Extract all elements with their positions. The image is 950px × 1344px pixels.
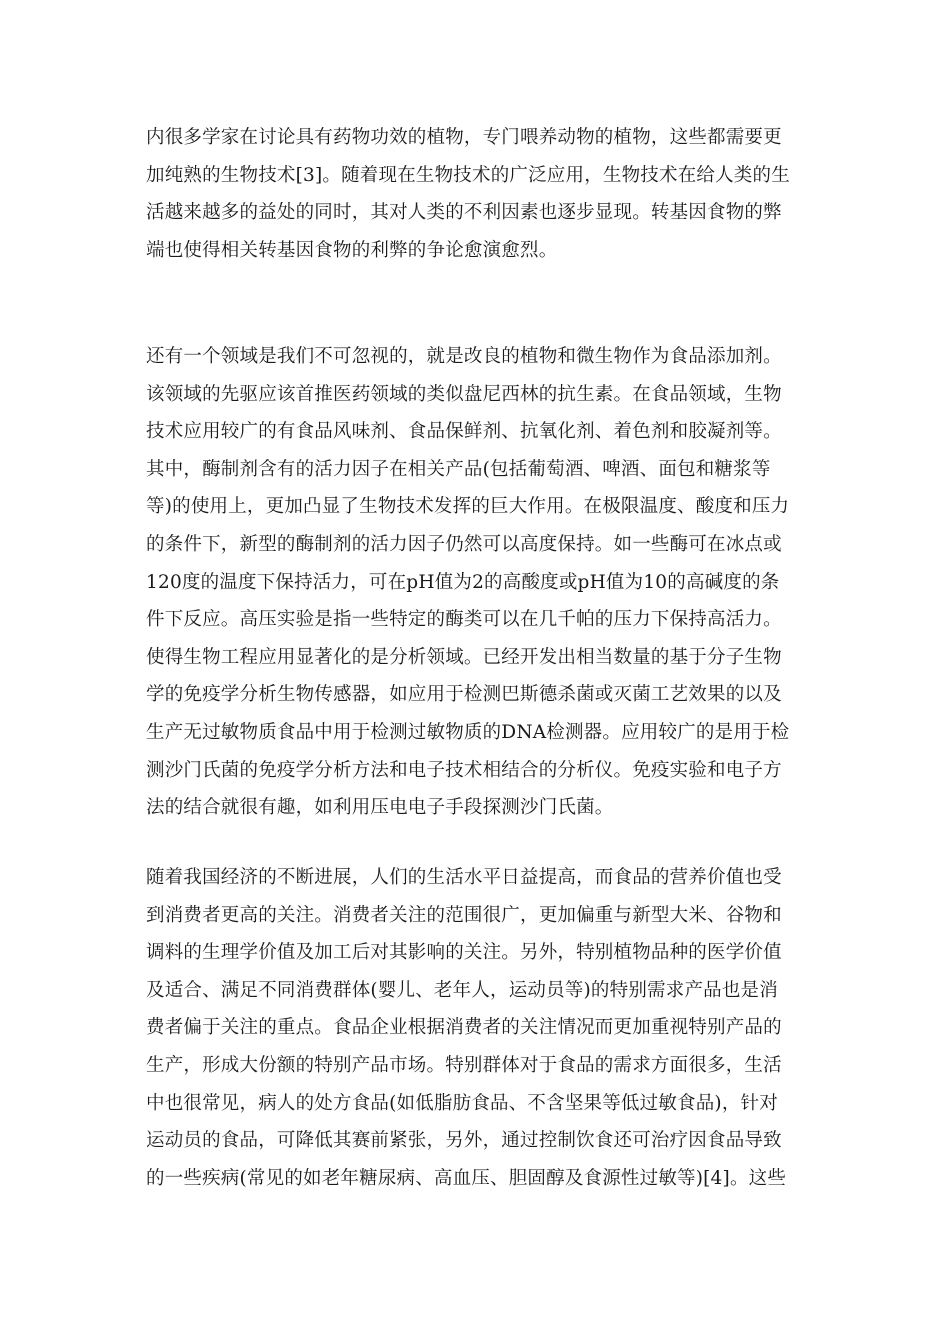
text-line: 到消费者更高的关注。消费者关注的范围很广，更加偏重与新型大米、谷物和 [146, 904, 782, 926]
text-line: 使得生物工程应用显著化的是分析领域。已经开发出相当数量的基于分子生物 [146, 646, 782, 668]
text-line: 学的免疫学分析生物传感器，如应用于检测巴斯德杀菌或灭菌工艺效果的以及 [146, 684, 782, 706]
text-line: 及适合、满足不同消费群体(婴儿、老年人，运动员等)的特别需求产品也是消 [146, 979, 778, 1001]
text-line: 随着我国经济的不断进展，人们的生活水平日益提高，而食品的营养价值也受 [146, 867, 782, 888]
paragraph-nutrition-value [146, 859, 810, 1197]
text-line: 的条件下，新型的酶制剂的活力因子仍然可以高度保持。如一些酶可在冰点或 [146, 533, 782, 555]
paragraph-food-additives [146, 338, 810, 827]
text-line: 件下反应。高压实验是指一些特定的酶类可以在几千帕的压力下保持高活力。 [146, 609, 782, 631]
text-line: 运动员的食品，可降低其赛前紧张，另外，通过控制饮食还可治疗因食品导致 [146, 1130, 782, 1152]
text-line: 费者偏于关注的重点。食品企业根据消费者的关注情况而更加重视特别产品的 [146, 1017, 782, 1039]
text-line: 加纯熟的生物技术[3]。随着现在生物技术的广泛应用，生物技术在给人类的生 [146, 164, 790, 186]
text-line: 还有一个领域是我们不可忽视的，就是改良的植物和微生物作为食品添加剂。 [146, 346, 782, 367]
text-line: 内很多学家在讨论具有药物功效的植物，专门喂养动物的植物，这些都需要更 [146, 127, 782, 148]
text-line: 生产，形成大份额的特别产品市场。特别群体对于食品的需求方面很多，生活 [146, 1054, 782, 1076]
text-line: 中也很常见，病人的处方食品(如低脂肪食品、不含坚果等低过敏食品)，针对 [146, 1092, 778, 1114]
text-line: 调料的生理学价值及加工后对其影响的关注。另外，特别植物品种的医学价值 [146, 942, 782, 964]
text-line: 其中，酶制剂含有的活力因子在相关产品(包括葡萄酒、啤酒、面包和糖浆等 [146, 458, 771, 480]
text-line: 120度的温度下保持活力，可在pH值为2的高酸度或pH值为10的高碱度的条 [146, 571, 780, 593]
text-line: 端也使得相关转基因食物的利弊的争论愈演愈烈。 [146, 239, 558, 261]
text-line: 生产无过敏物质食品中用于检测过敏物质的DNA检测器。应用较广的是用于检 [146, 721, 790, 743]
text-line: 该领域的先驱应该首推医药领域的类似盘尼西林的抗生素。在食品领域，生物 [146, 383, 782, 405]
paragraph-biotech-risks [146, 119, 810, 269]
text-line: 等)的使用上，更加凸显了生物技术发挥的巨大作用。在极限温度、酸度和压力 [146, 496, 790, 518]
text-line: 法的结合就很有趣，如利用压电电子手段探测沙门氏菌。 [146, 797, 614, 819]
text-line: 的一些疾病(常见的如老年糖尿病、高血压、胆固醇及食源性过敏等)[4]。这些 [146, 1167, 787, 1189]
text-line: 活越来越多的益处的同时，其对人类的不利因素也逐步显现。转基因食物的弊 [146, 202, 782, 224]
text-line: 测沙门氏菌的免疫学分析方法和电子技术相结合的分析仪。免疫实验和电子方 [146, 759, 782, 781]
text-line: 技术应用较广的有食品风味剂、食品保鲜剂、抗氧化剂、着色剂和胶凝剂等。 [146, 421, 782, 443]
